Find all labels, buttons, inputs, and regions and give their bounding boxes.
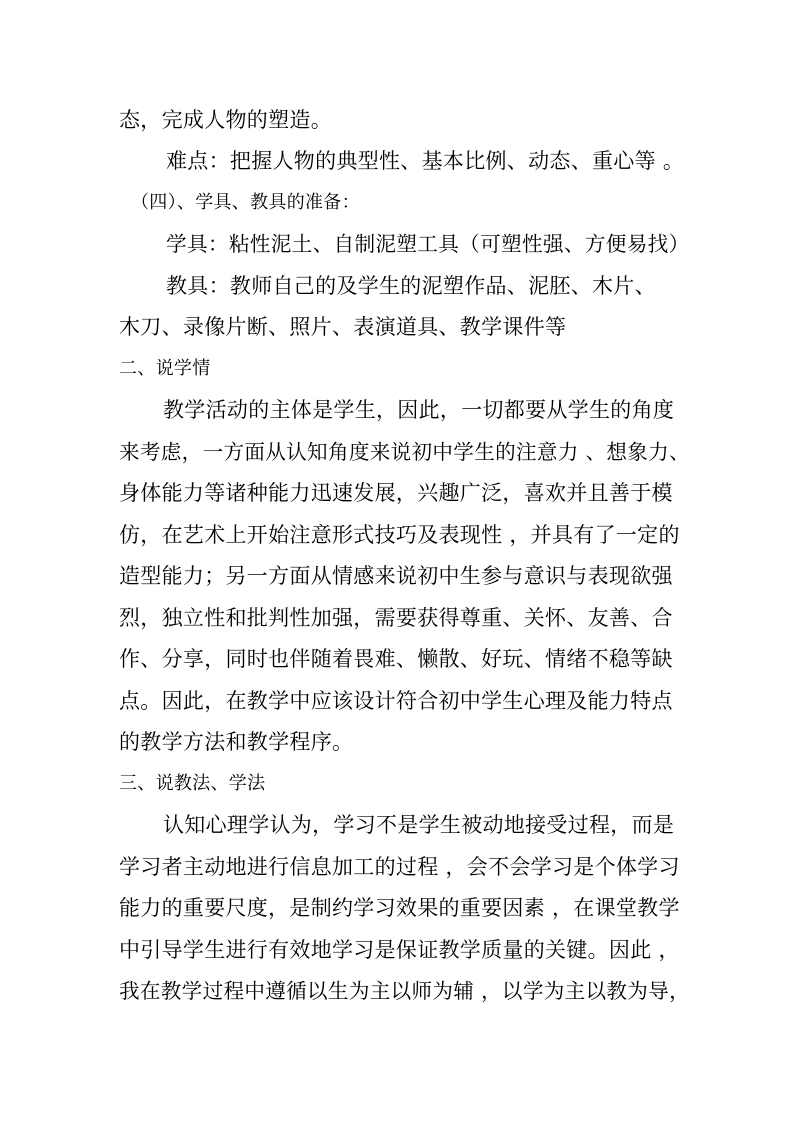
- paragraph-line: 我在教学过程中遵循以生为主以师为辅 ，以学为主以教为导，: [119, 979, 690, 1003]
- paragraph-line: 认知心理学认为，学习不是学生被动地接受过程，而是: [163, 813, 675, 837]
- paragraph-line: 造型能力；另一方面从情感来说初中生参与意识与表现欲强: [119, 564, 673, 588]
- paragraph-line: 烈，独立性和批判性加强，需要获得尊重、关怀、友善、合: [119, 606, 673, 630]
- paragraph-line: 点。因此，在教学中应该设计符合初中学生心理及能力特点: [119, 689, 673, 713]
- paragraph-line: 能力的重要尺度，是制约学习效果的重要因素 ，在课堂教学: [119, 896, 680, 920]
- paragraph-line: 作、分享，同时也伴随着畏难、懒散、好玩、情绪不稳等缺: [119, 647, 673, 671]
- paragraph-line: 教学活动的主体是学生，因此，一切都要从学生的角度: [163, 398, 675, 422]
- text-line: 木刀、录像片断、照片、表演道具、教学课件等: [119, 315, 567, 339]
- paragraph-line: 的教学方法和教学程序。: [119, 730, 354, 754]
- section-heading-materials: （四）、学具、教具的准备：: [131, 192, 360, 213]
- paragraph-line: 中引导学生进行有效地学习是保证教学质量的关键。因此 ，: [119, 938, 680, 962]
- text-line: 态，完成人物的塑造。: [119, 108, 332, 132]
- key-point-difficulty: 难点：把握人物的典型性、基本比例、动态、重心等 。: [166, 149, 685, 173]
- paragraph-line: 身体能力等诸种能力迅速发展，兴趣广泛，喜欢并且善于模: [119, 481, 673, 505]
- paragraph-line: 仿，在艺术上开始注意形式技巧及表现性 ，并具有了一定的: [119, 523, 680, 547]
- section-heading-student-analysis: 二、说学情: [119, 358, 211, 379]
- paragraph-line: 学习者主动地进行信息加工的过程 ，会不会学习是个体学习: [119, 855, 680, 879]
- section-heading-teaching-methods: 三、说教法、学法: [119, 773, 266, 794]
- text-line: 学具：粘性泥土、自制泥塑工具（可塑性强、方便易找）: [166, 232, 690, 256]
- text-line: 教具：教师自己的及学生的泥塑作品、泥胚、木片、: [166, 274, 656, 298]
- paragraph-line: 来考虑，一方面从认知角度来说初中学生的注意力 、想象力、: [119, 440, 690, 464]
